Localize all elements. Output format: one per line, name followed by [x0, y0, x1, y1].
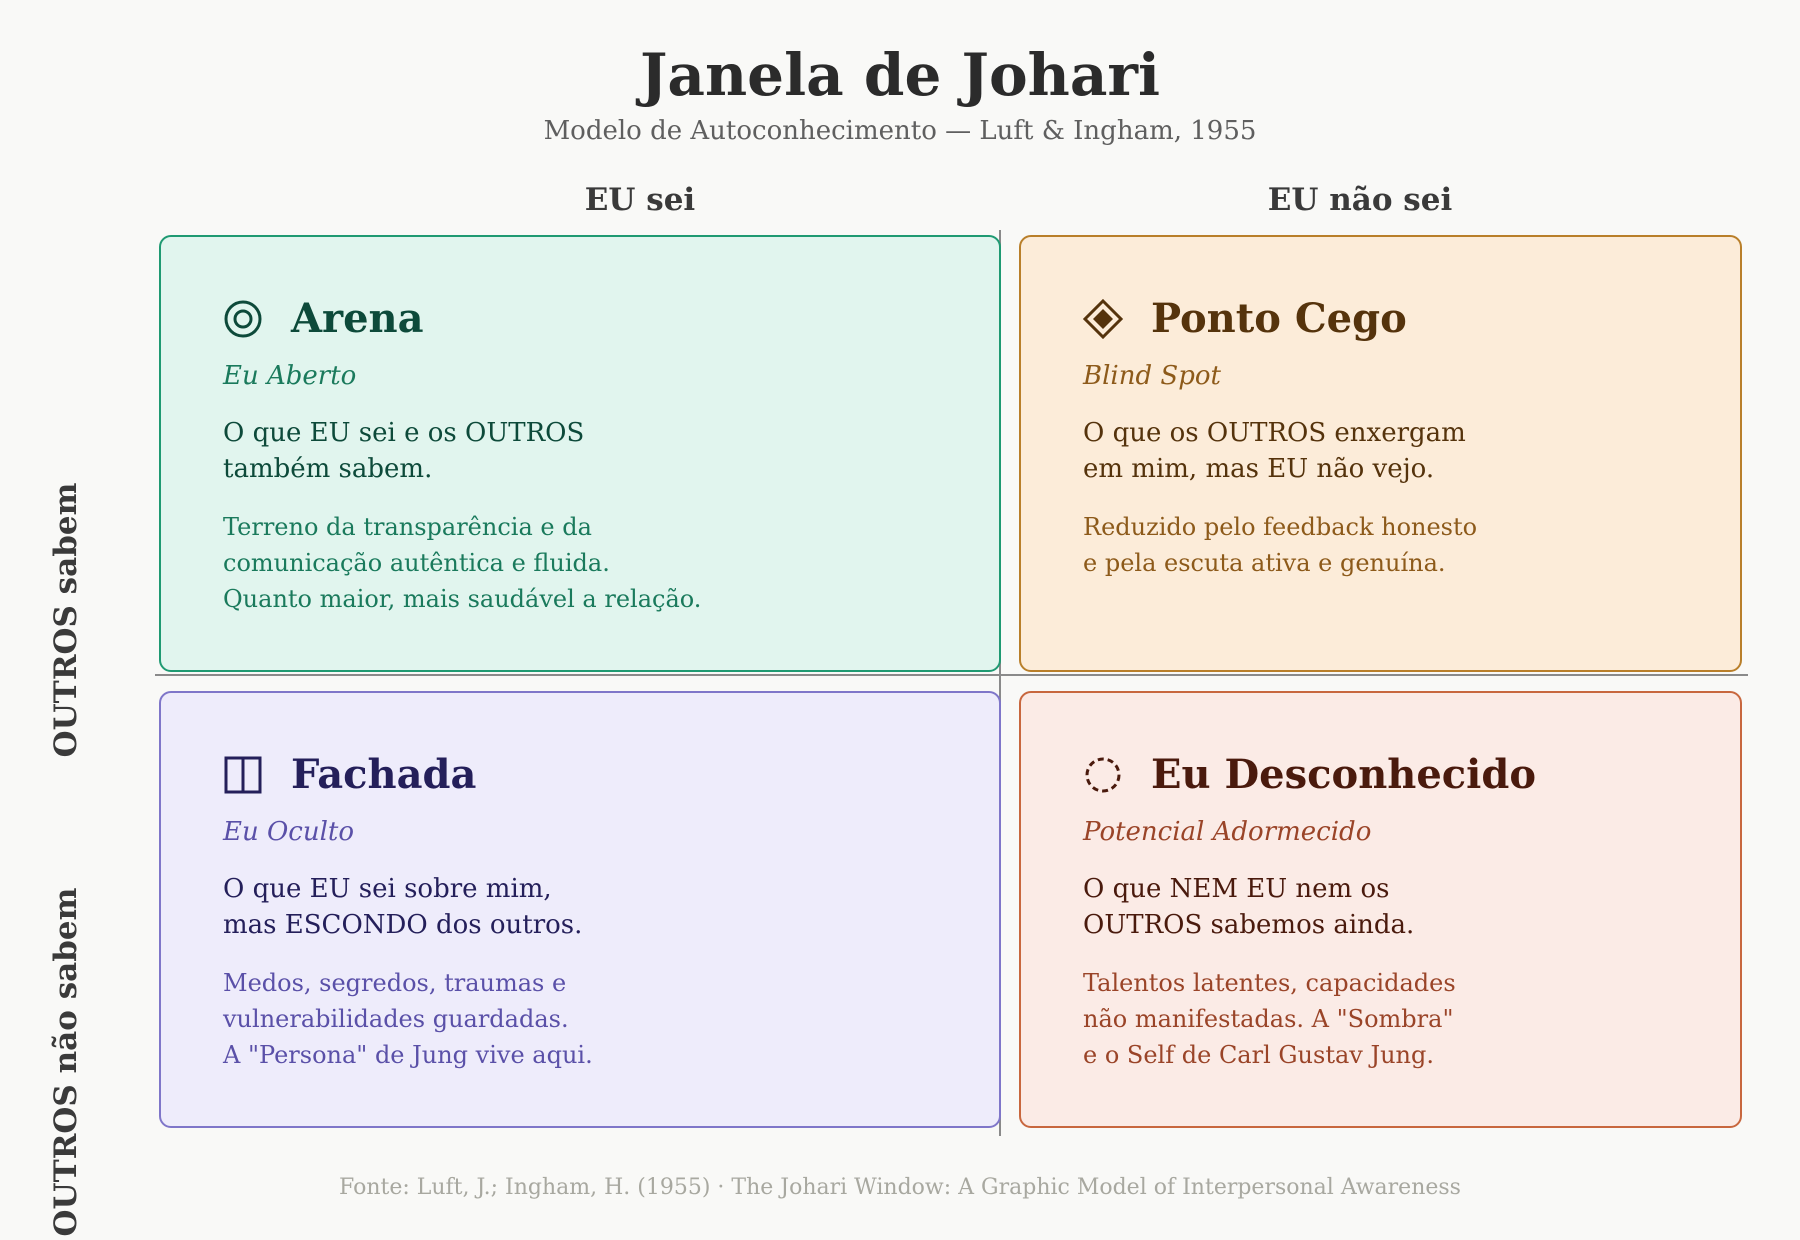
quadrant-arena-detail: Terreno da transparência e da comunicação autêntica e fluida. Quanto maior, mais saudável a relação. — [223, 513, 702, 613]
quadrant-eu-desconhecido-description: O que NEM EU nem os OUTROS sabemos ainda. — [1083, 874, 1415, 940]
quadrant-eu-desconhecido-detail: Talentos latentes, capacidades não manifestadas. A "Sombra" e o Self de Carl Gustav Jung. — [1083, 969, 1456, 1069]
target-circle-icon — [223, 299, 263, 339]
diagram-title: Janela de Johari — [639, 41, 1161, 109]
quadrant-ponto-cego — [1019, 235, 1742, 672]
row-header-outros-nao-sabem: OUTROS não sabem — [48, 887, 84, 1237]
quadrant-fachada — [159, 691, 1001, 1128]
column-header-eu-sei: EU sei — [584, 182, 696, 218]
column-header-eu-nao-sei: EU não sei — [1267, 182, 1453, 218]
diagram-subtitle: Modelo de Autoconhecimento — Luft & Ingham, 1955 — [543, 116, 1257, 146]
quadrant-ponto-cego-header — [1083, 289, 1678, 349]
quadrant-ponto-cego-detail: Reduzido pelo feedback honesto e pela escuta ativa e genuína. — [1083, 513, 1478, 577]
horizontal-axis-divider — [155, 674, 1748, 676]
quadrant-fachada-header — [223, 745, 937, 805]
dashed-circle-icon — [1083, 755, 1123, 795]
quadrant-eu-desconhecido — [1019, 691, 1742, 1128]
split-square-icon — [223, 755, 263, 795]
quadrant-fachada-detail: Medos, segredos, traumas e vulnerabilidades guardadas. A "Persona" de Jung vive aqui. — [223, 969, 593, 1069]
quadrant-eu-desconhecido-subtitle: Potencial Adormecido — [1083, 817, 1372, 847]
quadrant-eu-desconhecido-title: Eu Desconhecido — [1151, 751, 1536, 798]
quadrant-arena-header — [223, 289, 937, 349]
quadrant-arena-description: O que EU sei e os OUTROS também sabem. — [223, 418, 585, 484]
quadrant-arena-title: Arena — [291, 295, 424, 342]
row-header-outros-sabem: OUTROS sabem — [48, 482, 84, 758]
quadrant-ponto-cego-subtitle: Blind Spot — [1083, 361, 1221, 391]
diamond-icon — [1083, 299, 1123, 339]
source-footnote: Fonte: Luft, J.; Ingham, H. (1955) · The Johari Window: A Graphic Model of Interpersonal Awareness — [339, 1175, 1461, 1200]
quadrant-fachada-title: Fachada — [291, 751, 477, 798]
quadrant-fachada-description: O que EU sei sobre mim, mas ESCONDO dos outros. — [223, 874, 583, 940]
quadrant-ponto-cego-title: Ponto Cego — [1151, 295, 1407, 342]
quadrant-ponto-cego-description: O que os OUTROS enxergam em mim, mas EU não vejo. — [1083, 418, 1466, 484]
quadrant-fachada-subtitle: Eu Oculto — [223, 817, 355, 847]
quadrant-arena — [159, 235, 1001, 672]
quadrant-eu-desconhecido-header — [1083, 745, 1678, 805]
quadrant-arena-subtitle: Eu Aberto — [223, 361, 357, 391]
